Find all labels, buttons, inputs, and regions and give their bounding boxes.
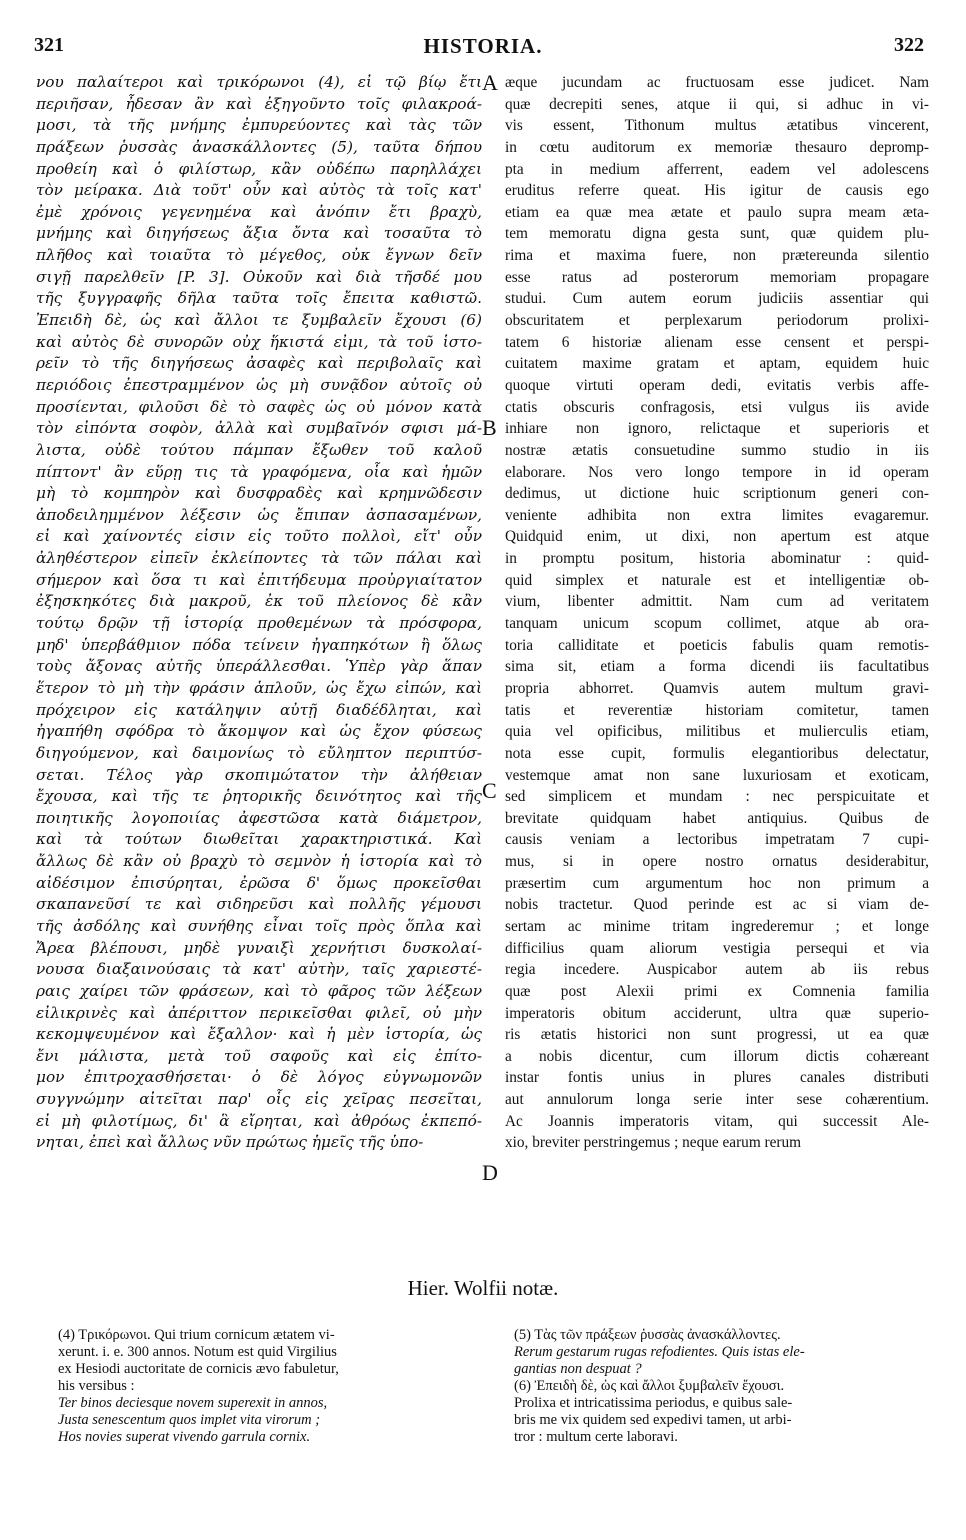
greek-text-line: τῆς ξυγγραφῆς δῆλα ταῦτα τοῖς ἔπειτα καθιστῶ. [36,289,482,308]
latin-text-line: toria calliditate et poeticis fabulis quam remotis- [505,636,929,654]
greek-text-line: ἐμὲ χρόνοις γεγενημένα καὶ ἀνόπιν ἔτι βραχὺ, [36,202,482,221]
note-line: xerunt. i. e. 300 annos. Notum est quid Virgilius [58,1344,337,1360]
latin-text-line: tatis et reverentiæ historiam comitetur, tamen [505,701,929,719]
latin-text-line: in cœtu auditorum ex memoriæ thesauro depromp- [505,138,929,156]
greek-text-line: διηγούμενον, καὶ δαιμονίως τὸ εὔληπτον περιπτύσ- [36,743,482,762]
latin-text-line: esse ratus ad posterorum memoriam propagare [505,268,929,286]
notes-title: Hier. Wolfii notæ. [407,1276,559,1300]
greek-text-line: προσίενται, φιλοῦσι δὲ τὸ σαφὲς ὡς οὐ μόνον κατὰ [36,397,482,416]
greek-text-line: Ἐπειδὴ δὲ, ὡς καὶ ἄλλοι τε ξυμβαλεῖν ἔχουσι (6) [36,311,482,330]
greek-text-line: ἄλλως δὲ κἂν οὐ βραχὺ τὸ σεμνὸν ἡ ἱστορία καὶ τὸ [36,852,482,871]
latin-text-line: mus, si in opere nostro ornatus desiderabitur, [505,853,929,871]
latin-text-line: pta in medium afferrent, eadem vel adolescens [505,160,929,178]
latin-text-line: a nobis dicentur, cum illorum dictis cohæreant [505,1047,929,1065]
greek-text-line: περιόδοις ἐπεστραμμένον ὡς μὴ συνᾷδον αὐτοῖς οὐ [36,375,482,394]
greek-text-line: καὶ αὐτὸς δὲ συνορῶν οὐχ ἥκιστά εἰμι, τὰ τοῦ ἱστο- [36,332,482,351]
greek-text-line: ποιητικῆς λογοποιίας ἀφεστῶσα κατὰ διάμετρον, [36,808,482,827]
latin-text-line: dedimus, ut dictione huic scriptionum generi con- [505,485,929,503]
note-line: (5) Τὰς τῶν πράξεων ῥυσσὰς ἀνασκάλλοντες. [514,1327,781,1343]
note-line: his versibus : [58,1378,135,1394]
notes-right-column [514,1327,934,1446]
latin-text-line: aut annulorum longa serie inter sese cohærentium. [505,1091,929,1109]
greek-text-line: μοσι, τὰ τῆς μνήμης ἐμπυρεύοντες καὶ τὰς τῶν [36,116,482,135]
latin-text-line: præsertim cum argumentum hoc non primum a [505,874,929,892]
greek-text-line: ἔχουσα, καὶ τῆς τε ῥητορικῆς δεινότητος καὶ τῆς [36,787,482,806]
greek-text-line: μνήμης καὶ διηγήσεως ἄξια ὄντα καὶ τοσαῦτα τὸ [36,224,482,243]
latin-text-line: imperatoris obitum acciderunt, ultra quæ superio- [505,1004,929,1022]
latin-text-line: studui. Cum autem eorum judiciis assentiar qui [505,290,929,308]
greek-text-line: ἕτερον τὸ μὴ τὴν φράσιν ἁπλοῦν, ὡς ἔχω εἰπών, καὶ [36,678,482,697]
greek-text-line: τῆς ἀσδόλης καὶ συνήθης εἶναι τοῖς πρὸς ὅπλα καὶ [36,916,482,935]
note-verse-line: Justa senescentum quos implet vita virorum ; [58,1412,321,1428]
latin-text-column [505,72,929,1154]
margin-letter-b: B [482,415,497,440]
note-verse-line: Ter binos deciesque novem superexit in annos, [58,1395,328,1411]
greek-text-line: νουσα διαξαινούσαις τὰ κατ' αὐτὴν, ταῖς χαριεστέ- [36,960,482,979]
note-line: bris me vix quidem sed expedivi tamen, ut arbi- [514,1412,792,1428]
greek-text-line: μηδ' ὑπερβάθμιον πόδα τείνειν ἠγαπηκότων ἢ ὅλως [36,635,482,654]
greek-text-line: ἀποδειλημμένον λέξεσιν ὡς ἔπιπαν ἀσπασαμένων, [36,505,482,524]
greek-text-line: ἀληθέστερον εἰπεῖν ἐκλείποντες τὰ τῶν πάλαι καὶ [36,549,482,568]
greek-text-line: πράξεων ῥυσσὰς ἀνασκάλλοντες (5), ταῦτα δήπου [36,137,482,156]
latin-text-line: instar fontis unius in plures canales distributi [505,1069,929,1087]
latin-text-line: xio, breviter perstringemus ; neque earum rerum [505,1134,802,1152]
page-header [0,34,966,62]
note-line: Rerum gestarum rugas refodientes. Quis istas ele- [514,1344,805,1360]
latin-text-line: eruditus referre queat. His igitur de causis ego [505,182,929,200]
running-title: HISTORIA. [423,34,543,58]
page-number-right: 322 [894,34,924,56]
latin-text-line: Ac Joannis imperatoris vitam, qui successit Ale- [505,1112,929,1130]
note-line: ex Hesiodi auctoritate de cornicis ævo fabuletur, [58,1361,339,1377]
latin-text-line: vestemque amat non sane luxuriosam et exoticam, [505,766,929,784]
greek-text-line: καὶ τὰ τούτων διωθεῖται χαρακτηριστικά. Καὶ [36,830,482,849]
latin-text-line: brevitate quidquam habet antiquius. Quibus de [505,809,929,827]
greek-text-line: σιγῇ παρελθεῖν [P. 3]. Οὐκοῦν καὶ διὰ τῆσδέ μου [36,267,482,286]
latin-text-line: ris ætatis historici non sunt progressi, ut ea quæ [505,1026,929,1044]
latin-text-line: Quidquid enim, ut dixi, non apertum est atque [505,528,929,546]
note-line: (4) Τρικόρωνοι. Qui trium cornicum ætatem vi- [58,1327,335,1343]
latin-text-line: tatem 6 historiæ alienam esse censent et perspi- [505,333,929,351]
greek-text-line: ἐξησκηκότες διὰ μακροῦ, ἐκ τοῦ πλείονος δὲ κἂν [36,592,482,611]
latin-text-line: nostræ ætatis consuetudine summo studio in iis [505,441,929,459]
latin-text-line: in promptu positum, historia abominatur : quid- [505,550,929,568]
latin-text-line: vium, libenter admittit. Nam cum ad veritatem [505,593,929,611]
greek-text-line: σεται. Τέλος γὰρ σκοπιμώτατον τὴν ἀλήθειαν [36,765,482,784]
latin-text-line: tem memoratu digna gesta sunt, quæ quidem plu- [505,225,929,243]
latin-text-line: causis veniam a lectoribus impetratam 7 cupi- [505,831,929,849]
greek-text-line: ρεῖν τὸ τῆς διηγήσεως ἀσαφὲς καὶ περιβολαῖς καὶ [36,354,482,373]
greek-text-line: κεκομψευμένον καὶ ἔξαλλον· καὶ ἡ μὲν ἱστορία, ὡς [36,1025,482,1044]
latin-text-line: vis essent, Tithonum multus ætatibus vincerent, [505,117,929,135]
latin-text-line: æque jucundam ac fructuosam esse judicet. Nam [505,74,929,91]
note-line: Prolixa et intricatissima periodus, e quibus sale- [514,1395,793,1411]
latin-text-line: obscuritatem et perplexarum periodorum prolixi- [505,312,929,330]
latin-text-line: quæ decrepiti senes, atque ii qui, si adhuc in vi- [505,95,929,113]
greek-text-line: λιστα, οὐδὲ τούτου πάμπαν ἔξωθεν τοῦ καλοῦ [36,440,482,459]
greek-text-line: πλῆθος καὶ τοιαῦτα τὸ μέγεθος, οὐκ ἔγνων δεῖν [36,246,482,265]
greek-text-line: νηται, ἐπεὶ καὶ ἄλλως νῦν πρώτως ἡμεῖς τῆς ὑπο- [36,1133,424,1152]
greek-text-line: συγγνώμην αἰτεῖται παρ' οἷς εἰς χεῖρας πεσεῖται, [36,1090,482,1109]
greek-text-line: τούτῳ δρῷν τῇ ἱστορίᾳ προθεμένων τὰ πρόσφορα, [36,614,482,633]
latin-text-line: quæ post Alexii primi ex Comnenia familia [505,982,929,1000]
latin-text-line: sed simplicem et mundam : nec perspicuitate et [505,788,929,806]
latin-text-line: quia vel opificibus, militibus et mulierculis etiam, [505,723,929,741]
note-line: (6) Ἐπειδὴ δὲ, ὡς καὶ ἄλλοι ξυμβαλεῖν ἔχουσι. [514,1378,785,1394]
notes-left-column [58,1327,458,1446]
greek-text-line: νου παλαίτεροι καὶ τρικόρωνοι (4), εἰ τῷ βίῳ ἔτι [36,73,482,91]
greek-text-line: ἔνι μάλιστα, μετὰ τοῦ σαφοῦς καὶ εἰς ἐπίτο- [36,1046,482,1065]
latin-text-line: veniente adhibita non extra limites evagaremur. [505,506,929,524]
note-verse-line: Hos novies superat vivendo garrula cornix. [58,1429,311,1445]
margin-letter-a: A [482,70,498,95]
greek-text-line: σήμερον καὶ ὅσα τι καὶ ἐπιτήδευμα προὐργιαίτατον [36,570,482,589]
latin-text-line: quoque virtuti operam dedi, evitatis verbis affe- [505,376,929,394]
latin-text-line: regia incedere. Auspicabor autem ab iis rebus [505,961,929,979]
latin-text-line: ctatis obscuris confragosis, etsi vulgus iis avide [505,398,929,416]
greek-text-line: τὸν εἰπόντα σοφὸν, ἀλλὰ καὶ συμβαῖνόν σφισι μά- [36,419,482,438]
latin-text-line: cuitatem maxime gratam et aptam, equidem huic [505,355,929,373]
greek-text-line: Ἄρεα βλέπουσι, μηδὲ γυναιξὶ χερνήτισι δυσκολαί- [36,938,482,957]
latin-text-line: propria abhorret. Quamvis autem multum gravi- [505,679,929,697]
greek-text-line: σκαπανεῦσί τε καὶ σιδηρεῦσι καὶ πολλῆς γέμουσι [36,895,482,914]
latin-text-line: tanquam unicum scopum collimet, atque ab ora- [505,615,929,633]
latin-text-line: quid simplex et naturale est et intelligentiæ ob- [505,571,929,589]
greek-text-line: τὸν μείρακα. Διὰ τοῦτ' οὖν καὶ αὐτὸς τὰ τοῖς κατ' [36,181,482,200]
note-line: tror : multum certe laboravi. [514,1429,678,1445]
greek-text-line: αἰδέσιμον ἐπισύρηται, ἐρῶσα δ' ὅμως προκεῖσθαι [36,873,482,892]
greek-text-line: εἰ καὶ χαίνοντές εἰσιν εἰς τοῦτο πολλοὶ, εἴτ' οὖν [36,527,482,546]
greek-text-line: προθείη καὶ ὁ φιλίστωρ, κἂν οὐδέπω παρηλλάχει [36,159,482,178]
page-number-left: 321 [34,34,64,56]
note-line: gantias non despuat ? [514,1361,642,1377]
latin-text-line: rima et maxima fuere, non prætereunda silentio [505,247,929,265]
greek-text-line: εἰ μὴ φιλοτίμως, δι' ἃ εἴρηται, καὶ ἀθρόως ἐκπεπό- [36,1111,482,1130]
latin-text-line: sertam ac minime tritam ingrederemur ; et longe [505,917,929,935]
greek-text-line: τοὺς ἄξονας αὐτῆς ὑπεράλλεσθαι. Ὑπὲρ γὰρ ἅπαν [36,657,482,676]
greek-text-column [36,72,482,1154]
greek-text-line: εἰλικρινὲς καὶ ἀπέριττον περικεῖσθαι φιλεῖ, οὐ μὴν [36,1003,482,1022]
greek-text-line: περιῆσαν, ἦδεσαν ἂν καὶ ἐξηγοῦντο τοῖς φιλακροά- [36,94,482,113]
latin-text-line: elaborare. Nos vero longo tempore in id operam [505,463,929,481]
greek-text-line: μον ἐπιτροχασθήσεται· ὁ δὲ λόγος εὐγνωμονῶν [36,1068,482,1087]
greek-text-line: πίπτοντ' ἂν εὕρῃ τις τὰ γραφόμενα, οἷα καὶ ἡμῶν [36,462,482,481]
latin-text-line: sima sit, etiam a forma dicendi iis facultatibus [505,658,929,676]
greek-text-line: ἠγαπήθη σφόδρα τὸ ἄκομψον καὶ ὡς ἔχον φύσεως [36,722,482,741]
latin-text-line: etiam ea quæ mea ætate et paulo supra meam æta- [505,203,929,221]
greek-text-line: μὴ τὸ κομπηρὸν καὶ δυσφραδὲς καὶ κρημνῶδεσιν [36,484,482,503]
latin-text-line: inhiare non ignoro, relictaque et superioris et [505,420,929,438]
greek-text-line: ραις χαίρει τῶν φράσεων, καὶ τὸ φᾶρος τῶν λέξεων [36,981,482,1000]
latin-text-line: nobis tractetur. Quod perinde est ac si viam de- [505,896,929,914]
latin-text-line: difficilius quam aliorum vestigia persequi et via [505,939,929,957]
margin-letter-d: D [482,1160,498,1185]
latin-text-line: nota esse cupit, formulis elegantioribus delectatur, [505,744,929,762]
margin-letter-c: C [482,778,497,803]
greek-text-line: πρόχειρον εἰς κατάληψιν αὐτῇ διαδέδληται, καὶ [36,700,482,719]
